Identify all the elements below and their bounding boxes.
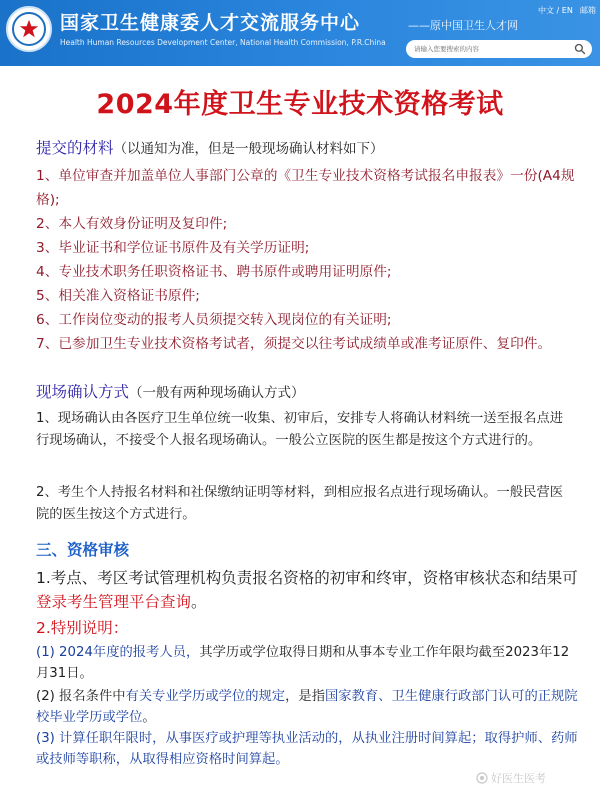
- search-input[interactable]: [414, 42, 564, 56]
- special-note-2: [36, 686, 581, 728]
- org-logo[interactable]: [6, 6, 52, 52]
- star-icon: [18, 18, 40, 40]
- materials-list: [36, 164, 576, 356]
- list-item: 4、专业技术职务任职资格证书、聘书原件或聘用证明原件;: [36, 264, 392, 280]
- onsite-note: （一般有两种现场确认方式）: [129, 385, 305, 401]
- list-item: 3、毕业证书和学位证书原件及有关学历证明;: [36, 240, 310, 256]
- note-1-end: 。: [79, 666, 93, 681]
- list-item: 7、已参加卫生专业技术资格考试者，须提交以往考试成绩单或准考证原件、复印件。: [36, 336, 552, 352]
- list-item: 2、本人有效身份证明及复印件;: [36, 216, 228, 232]
- org-name-en: Health Human Resources Development Center, National Health Commission, P.R.China: [60, 38, 386, 47]
- search-icon[interactable]: [574, 43, 586, 55]
- note-2-end: 。: [142, 710, 156, 725]
- review-point-1: [36, 566, 581, 614]
- logo-emblem: [12, 12, 46, 46]
- org-name-cn[interactable]: 国家卫生健康委人才交流服务中心: [60, 12, 361, 34]
- watermark-logo-icon: [476, 772, 488, 784]
- note-2-emph-2: 国家教育、卫生健康行政部门认可的正规院校毕业学历或学位: [36, 689, 578, 725]
- review-point-1-text: 1.考点、考区考试管理机构负责报名资格的初审和终审，资格审核状态和结果可: [36, 569, 578, 587]
- mail-link[interactable]: 邮箱: [580, 6, 596, 15]
- note-2-emph-1: 有关专业学历或学位的规定: [125, 689, 286, 704]
- review-point-1-end: 。: [191, 593, 207, 611]
- onsite-paragraph-2: 2、考生个人持报名材料和社保缴纳证明等材料，到相应报名点进行现场确认。一般民营医院的医生按这个方式进行。: [36, 485, 564, 522]
- language-switch[interactable]: 中文 / EN: [538, 6, 573, 15]
- onsite-heading: [36, 380, 305, 402]
- materials-heading-text: 提交的材料: [36, 139, 114, 157]
- list-item: 1、单位审查并加盖单位人事部门公章的《卫生专业技术资格考试报名申报表》一份(A4规格);: [36, 168, 575, 208]
- review-heading: 三、资格审核: [36, 541, 130, 559]
- materials-heading: [36, 136, 384, 158]
- site-header: [0, 0, 600, 66]
- former-site-name: ——原中国卫生人才网: [408, 19, 518, 32]
- materials-note: （以通知为准，但是一般现场确认材料如下）: [113, 141, 384, 157]
- page-title: 2024年度卫生专业技术资格考试: [96, 89, 504, 120]
- list-item: 6、工作岗位变动的报考人员须提交转入现岗位的有关证明;: [36, 312, 392, 328]
- note-2-lead: (2) 报名条件中: [36, 689, 126, 704]
- special-note-3: (3) 计算任职年限时，从事医疗或护理等执业活动的，从执业注册时间算起；取得护师、药师或技师等职称，从取得相应资格时间算起。: [36, 731, 578, 767]
- note-1-body: 其学历或学位取得日期和从事本专业工作年限均截至2023年12月31日: [36, 645, 570, 681]
- watermark: [476, 770, 546, 786]
- list-item: 5、相关准入资格证书原件;: [36, 288, 200, 304]
- platform-query-link[interactable]: 登录考生管理平台查询: [36, 593, 192, 611]
- onsite-heading-text: 现场确认方式: [36, 383, 130, 401]
- special-notes-heading: 2.特别说明：: [36, 619, 129, 637]
- watermark-text: 好医生医考: [491, 772, 546, 785]
- note-2-mid: ，是指: [285, 689, 325, 704]
- note-1-lead: (1) 2024年度的报考人员，: [36, 645, 200, 660]
- onsite-paragraph-1: 1、现场确认由各医疗卫生单位统一收集、初审后，安排专人将确认材料统一送至报名点进行现场确认，不接受个人报名现场确认。一般公立医院的医生都是按这个方式进行的。: [36, 411, 564, 448]
- special-note-1: [36, 642, 581, 684]
- search-box: [406, 40, 592, 58]
